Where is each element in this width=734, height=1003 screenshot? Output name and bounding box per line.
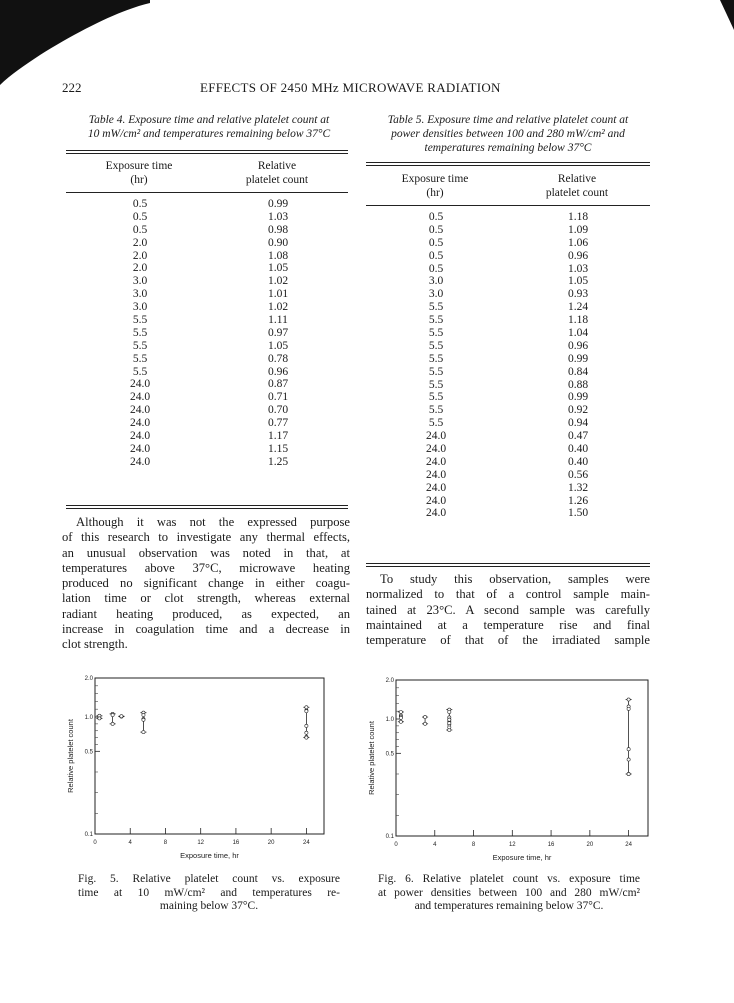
figure-6-chart	[362, 668, 657, 868]
table5-cell: 1.04	[567, 327, 589, 340]
table4-cell: 0.98	[267, 223, 289, 236]
figure-6-caption-line-1: Fig. 6. Relative platelet count vs. exposure time	[378, 873, 640, 885]
scan-shadow-edge	[720, 0, 734, 30]
figure-5-caption-line-2: time at 10 mW/cm² and temperatures re-	[78, 886, 340, 899]
data-point	[111, 713, 114, 716]
data-point	[627, 758, 630, 761]
table5-col2-values	[538, 211, 618, 520]
table4-cell: 5.5	[132, 339, 148, 352]
x-tick-label: 24	[303, 840, 310, 846]
table4-cell: 0.71	[267, 391, 289, 404]
x-tick-label: 12	[197, 840, 205, 846]
table4-cell: 1.03	[267, 210, 289, 223]
paragraph-line: an unusual observation was noted in that, at	[62, 545, 350, 560]
table5-cell: 0.5	[428, 262, 444, 275]
table4-col2-header	[222, 159, 332, 187]
table4-cell: 1.25	[267, 455, 289, 468]
x-axis-label: Exposure time, hr	[492, 853, 552, 862]
y-tick-label: 2.0	[385, 678, 394, 684]
table5-cell: 0.88	[567, 378, 589, 391]
table4-cell: 3.0	[132, 275, 148, 288]
table5-cell: 5.5	[428, 339, 444, 352]
data-point	[305, 710, 308, 713]
table4-cell: 2.0	[132, 236, 148, 249]
x-tick-label: 16	[547, 842, 555, 848]
table4-bottom-rule	[66, 505, 348, 506]
table5-cell: 1.24	[567, 301, 589, 314]
y-axis-label: Relative platelet count	[66, 719, 75, 793]
table4-cell: 0.5	[132, 198, 148, 210]
data-point	[399, 716, 402, 719]
data-point	[448, 710, 451, 713]
table5-cell: 0.5	[428, 236, 444, 249]
y-tick-label: 0.5	[84, 749, 93, 756]
table4-cell: 0.5	[132, 210, 148, 223]
paragraph-left	[62, 515, 350, 653]
data-point	[305, 706, 308, 709]
table5-col2-header-line1: Relative	[557, 173, 597, 185]
table5-cell: 3.0	[428, 288, 444, 301]
table5-cell: 1.05	[567, 275, 589, 288]
table5-col1-header	[380, 172, 490, 200]
table5-cell: 0.99	[567, 352, 589, 365]
table5-cell: 0.40	[567, 443, 589, 456]
table5-cell: 1.50	[567, 507, 589, 520]
paragraph-line: clot strength.	[62, 637, 128, 652]
x-tick-label: 8	[163, 840, 168, 846]
table5-cell: 0.93	[567, 288, 589, 301]
data-point	[423, 715, 426, 718]
paragraph-right	[366, 572, 650, 648]
table5-cell: 0.96	[567, 249, 589, 262]
table4-cell: 2.0	[132, 249, 148, 262]
data-point	[423, 722, 426, 725]
paragraph-line: tained at 23°C. A second sample was carefully	[366, 602, 650, 617]
table5-cell: 1.18	[567, 211, 589, 223]
table4-cell: 5.5	[132, 314, 148, 327]
table4-cell: 1.05	[267, 339, 289, 352]
table4-col1-header	[84, 159, 194, 187]
table4-cell: 0.77	[267, 417, 289, 430]
table4-caption	[66, 113, 352, 141]
paragraph-line: To study this observation, samples were	[380, 572, 650, 586]
table5-cell: 0.40	[567, 455, 589, 468]
data-point	[627, 772, 630, 775]
data-point	[120, 715, 123, 718]
table4-cell: 2.0	[132, 262, 148, 275]
table4-cell: 0.97	[267, 326, 289, 339]
paragraph-line: lation time or clot strength, whereas external	[62, 591, 350, 606]
data-point	[111, 722, 114, 725]
table5-cell: 0.94	[567, 417, 589, 430]
paragraph-line: produced no significant change in either coagu-	[62, 576, 350, 591]
table4-col1-header-line1: Exposure time	[105, 160, 173, 172]
table4-cell: 24.0	[129, 417, 151, 430]
figure-5-caption	[78, 873, 340, 914]
table5-cell: 5.5	[428, 378, 444, 391]
paragraph-line: radiant heating produced, as expected, an	[62, 606, 350, 621]
table4-cell: 1.11	[268, 314, 288, 327]
figure-5-caption-line-3: maining below 37°C.	[159, 900, 259, 912]
y-tick-label: 1.0	[385, 717, 394, 723]
paragraph-line: of this research to investigate any thermal effects,	[62, 530, 350, 545]
x-tick-label: 20	[267, 840, 275, 846]
table5-caption-line-2: power densities between 100 and 280 mW/cm² and	[391, 128, 625, 140]
running-title: EFFECTS OF 2450 MHz MICROWAVE RADIATION	[200, 80, 501, 95]
table5-top-rule	[366, 162, 650, 163]
table4-cell: 24.0	[129, 455, 151, 468]
table5-cell: 24.0	[425, 430, 447, 443]
y-tick-label: 0.1	[385, 834, 394, 840]
table4-cell: 24.0	[129, 442, 151, 455]
table4-cell: 0.90	[267, 236, 289, 249]
data-point	[142, 713, 145, 716]
table5-cell: 0.5	[428, 249, 444, 262]
table4-cell: 0.87	[267, 378, 289, 391]
table5-cell: 5.5	[428, 391, 444, 404]
table5-header-rule	[366, 205, 650, 206]
table5-cell: 0.99	[567, 391, 589, 404]
table5-cell: 0.5	[428, 211, 444, 223]
table4-cell: 5.5	[132, 365, 148, 378]
x-tick-label: 4	[433, 842, 437, 848]
table5-cell: 0.92	[567, 404, 589, 417]
table4-cell: 1.08	[267, 249, 289, 262]
data-point	[399, 720, 402, 723]
table5-cell: 0.56	[567, 468, 589, 481]
table4-col2-header-line1: Relative	[257, 160, 297, 172]
data-point	[305, 724, 308, 727]
table5-cell: 1.09	[567, 223, 589, 236]
table4-bottom-rule-2	[66, 508, 348, 509]
table4-cell: 0.5	[132, 223, 148, 236]
table5-cell: 3.0	[428, 275, 444, 288]
x-tick-label: 24	[625, 842, 632, 848]
paragraph-line: normalized to that of a control sample main-	[366, 587, 650, 602]
x-axis-label: Exposure time, hr	[180, 851, 239, 860]
y-tick-label: 0.5	[385, 751, 394, 758]
y-axis-label: Relative platelet count	[367, 721, 376, 795]
plot-frame	[95, 678, 324, 834]
table5-caption-line-3: temperatures remaining below 37°C	[424, 142, 592, 154]
table4-cell: 24.0	[129, 391, 151, 404]
data-point	[98, 717, 101, 720]
data-point	[627, 748, 630, 751]
data-point	[399, 710, 402, 713]
paragraph-line: temperatures above 37°C, microwave heating	[62, 560, 350, 575]
data-point	[142, 718, 145, 721]
figure-6-caption-line-2: at power densities between 100 and 280 mW/cm²	[378, 886, 640, 899]
table5-bottom-rule-2	[366, 566, 650, 567]
table4-col1-header-line2: (hr)	[130, 174, 148, 186]
table5-col2-header-line2: platelet count	[545, 187, 609, 199]
table5-cell: 24.0	[425, 507, 447, 520]
table4-cell: 24.0	[129, 430, 151, 443]
table5-cell: 0.84	[567, 365, 589, 378]
figure-6-caption-line-3: and temperatures remaining below 37°C.	[414, 900, 604, 912]
data-point	[627, 707, 630, 710]
paragraph-line: increase in coagulation time and a decrease in	[62, 622, 350, 637]
table4-caption-line-2: 10 mW/cm² and temperatures remaining below 37°C	[87, 128, 331, 140]
data-point	[142, 731, 145, 734]
table4-cell: 0.99	[267, 198, 289, 210]
table5-cell: 0.47	[567, 430, 589, 443]
table4-cell: 1.17	[267, 430, 289, 443]
x-tick-label: 12	[508, 842, 516, 848]
table5-cell: 0.96	[567, 339, 589, 352]
table5-cell: 1.32	[567, 481, 589, 494]
y-tick-label: 1.0	[84, 715, 93, 721]
table5-col1-values	[396, 211, 476, 520]
table5-cell: 5.5	[428, 404, 444, 417]
table5-cell: 5.5	[428, 301, 444, 314]
page-number: 222	[62, 80, 82, 95]
table4-cell: 0.96	[267, 365, 289, 378]
table4-cell: 1.05	[267, 262, 289, 275]
table5-top-rule-2	[366, 165, 650, 166]
figure-5-caption-line-1: Fig. 5. Relative platelet count vs. exposure	[78, 873, 340, 885]
table5-cell: 24.0	[425, 468, 447, 481]
table5-cell: 1.18	[567, 314, 589, 327]
table4-cell: 0.70	[267, 404, 289, 417]
table4-cell: 24.0	[129, 404, 151, 417]
table5-cell: 0.5	[428, 223, 444, 236]
table4-cell: 5.5	[132, 326, 148, 339]
table5-cell: 5.5	[428, 352, 444, 365]
paragraph-line: Although it was not the expressed purpose	[76, 515, 350, 529]
paragraph-line: maintained at a temperature rise and final	[366, 617, 650, 632]
paragraph-line: temperature of that of the irradiated sample	[366, 633, 650, 648]
data-point	[305, 731, 308, 734]
table5-cell: 5.5	[428, 327, 444, 340]
y-tick-label: 0.1	[84, 832, 93, 838]
x-tick-label: 0	[394, 842, 398, 848]
table5-caption	[366, 113, 650, 155]
data-point	[448, 722, 451, 725]
figure-5-chart	[62, 668, 352, 868]
table4-cell: 0.78	[267, 352, 289, 365]
table4-cell: 3.0	[132, 301, 148, 314]
x-tick-label: 16	[232, 840, 240, 846]
table5-col2-header	[522, 172, 632, 200]
table4-header-rule	[66, 192, 348, 193]
table5-col1-header-line1: Exposure time	[401, 173, 469, 185]
figure-6-caption	[378, 873, 640, 914]
x-tick-label: 20	[586, 842, 594, 848]
table4-cell: 1.01	[267, 288, 289, 301]
table4-col2-values	[238, 198, 318, 469]
x-tick-label: 0	[93, 840, 97, 846]
data-point	[305, 736, 308, 739]
table5-cell: 24.0	[425, 443, 447, 456]
table5-cell: 5.5	[428, 417, 444, 430]
plot-frame	[396, 680, 648, 836]
table5-col1-header-line2: (hr)	[426, 187, 444, 199]
table4-cell: 1.15	[267, 442, 289, 455]
x-tick-label: 4	[128, 840, 132, 846]
table5-caption-line-1: Table 5. Exposure time and relative platelet count at	[387, 114, 629, 126]
table4-col1-values	[100, 198, 180, 469]
table5-cell: 1.06	[567, 236, 589, 249]
table5-cell: 5.5	[428, 314, 444, 327]
table4-col2-header-line2: platelet count	[245, 174, 309, 186]
table4-cell: 5.5	[132, 352, 148, 365]
table4-top-rule	[66, 150, 348, 151]
table5-cell: 5.5	[428, 365, 444, 378]
table4-cell: 3.0	[132, 288, 148, 301]
table4-caption-line-1: Table 4. Exposure time and relative platelet count at	[88, 114, 330, 126]
data-point	[448, 718, 451, 721]
table5-bottom-rule	[366, 563, 650, 564]
table5-cell: 24.0	[425, 494, 447, 507]
table4-cell: 1.02	[267, 301, 289, 314]
x-tick-label: 8	[471, 842, 476, 848]
table4-top-rule-2	[66, 153, 348, 154]
table5-cell: 24.0	[425, 481, 447, 494]
table4-cell: 1.02	[267, 275, 289, 288]
table5-cell: 1.03	[567, 262, 589, 275]
data-point	[627, 698, 630, 701]
table5-cell: 24.0	[425, 455, 447, 468]
table4-cell: 24.0	[129, 378, 151, 391]
y-tick-label: 2.0	[84, 676, 93, 682]
table5-cell: 1.26	[567, 494, 589, 507]
